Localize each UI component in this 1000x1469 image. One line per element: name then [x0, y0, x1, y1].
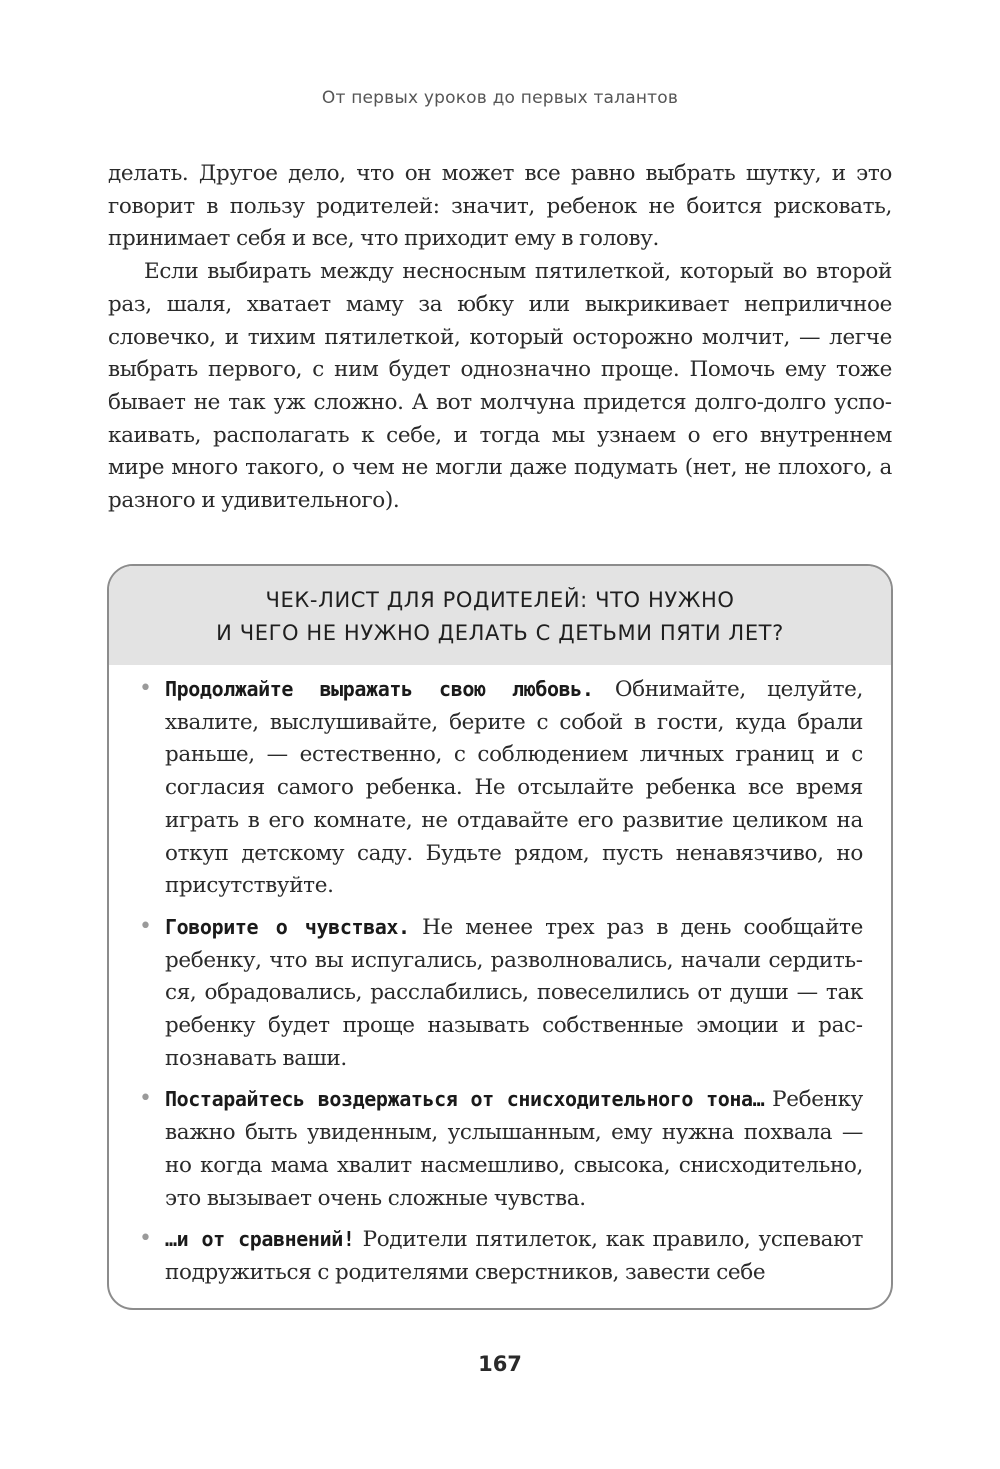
checklist-item	[109, 1083, 891, 1215]
checklist-item	[109, 673, 891, 903]
bullet-icon: •	[139, 1226, 152, 1252]
running-head: От первых уроков до первых талантов	[321, 88, 679, 108]
paragraph: Если выбирать между несносным пятилеткой, который во второй раз, шаля, хватает маму за юбку или выкрикивает неприличное словечко, и тихим пятилеткой, который осторожно молчит, — легче выбрать первого, с ним будет однозначно проще. Помочь ему тоже бывает не так уж сложно. А вот молчуна придется долго-долго успокаивать, располагать к себе, и тогда мы узнаем о его внутреннем мире много такого, о чем не могли даже подумать (нет, не плохого, а разного и удивительного).	[108, 259, 892, 514]
checklist-title-line: И ЧЕГО НЕ НУЖНО ДЕЛАТЬ С ДЕТЬМИ ПЯТИ ЛЕТ?	[216, 620, 784, 645]
checklist-item-lead: Продолжайте выражать свою любовь.	[165, 677, 594, 701]
checklist-item	[109, 1223, 891, 1289]
checklist-item-text: Обнимайте, целуйте, хвалите, выслушивайте, берите с собой в гости, куда брали раньше, — естественно, с соблюдением личных границ и с согласия самого ребенка. Не отсылайте ребенка все время играть в его комнате, не отдавайте его развитие целиком на откуп детскому саду. Будьте рядом, пусть ненавязчиво, но присутствуйте.	[165, 677, 863, 899]
checklist-item-lead: Постарайтесь воздержаться от снисходительного тона…	[165, 1087, 765, 1112]
checklist-box	[107, 564, 893, 1310]
checklist-item	[109, 911, 891, 1076]
body-text	[108, 158, 892, 518]
checklist-title	[109, 566, 891, 665]
checklist-item-lead: Говорите о чувствах.	[165, 914, 410, 939]
bullet-icon: •	[139, 1086, 152, 1112]
page-number: 167	[478, 1352, 522, 1376]
checklist-item-text: Ребенку важно быть увиденным, услышанным, ему нужна похвала — но когда мама хвалит насмешливо, свысока, снисходительно, это вызывает очень сложные чувства.	[165, 1087, 863, 1211]
bullet-icon: •	[139, 676, 152, 701]
checklist-items	[109, 665, 891, 1290]
checklist-item-text: Не менее трех раз в день сообщайте ребенку, что вы испугались, разволновались, начали сердиться, обрадовались, расслабились, повеселились от души — так ребенку будет проще называть собственные эмоции и распознавать ваши.	[165, 914, 863, 1071]
checklist-title-line: ЧЕК-ЛИСТ ДЛЯ РОДИТЕЛЕЙ: ЧТО НУЖНО	[265, 587, 735, 612]
checklist-item-lead: …и от сравнений!	[165, 1227, 355, 1252]
paragraph: делать. Другое дело, что он может все равно выбрать шутку, и это говорит в пользу родителей: значит, ребенок не боится рисковать, принимает себя и все, что приходит ему в голову.	[108, 161, 892, 252]
checklist-item-text: Родители пятилеток, как правило, успевают подружиться с родителями сверстников, завести себе	[165, 1227, 863, 1285]
bullet-icon: •	[139, 913, 152, 939]
